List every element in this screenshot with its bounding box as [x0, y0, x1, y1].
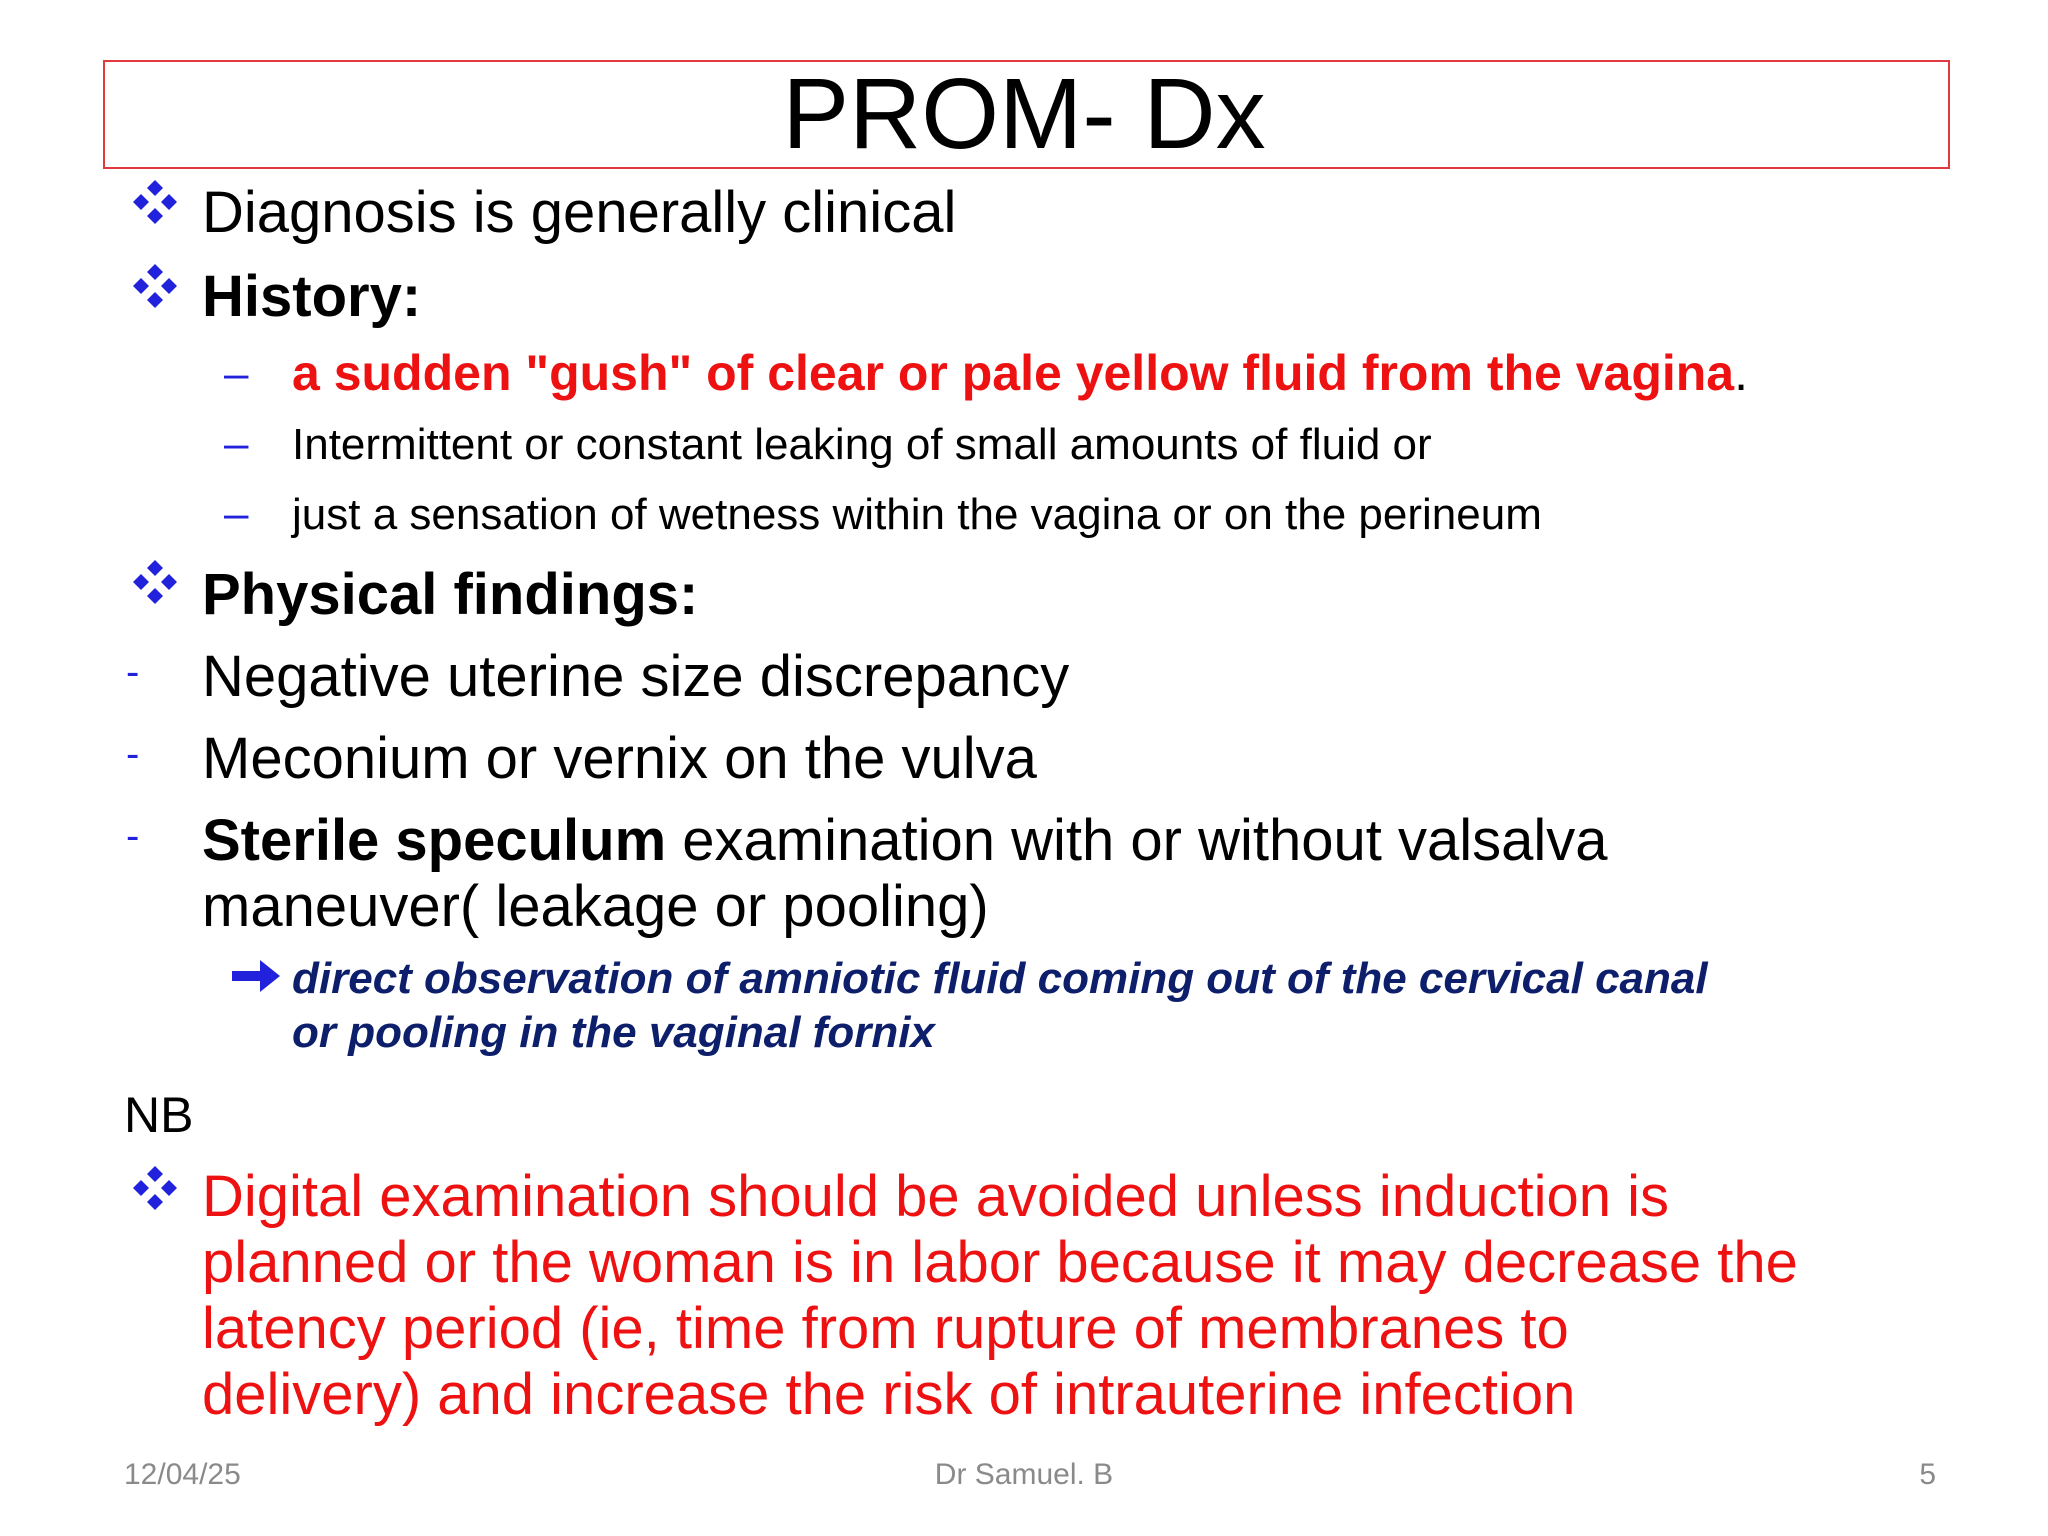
page-title: PROM- Dx [782, 58, 1266, 170]
diamond-bullet-icon [130, 178, 180, 228]
history-item-wetness: just a sensation of wetness within the vagina or on the perineum [292, 490, 1542, 539]
dash-icon: – [224, 419, 249, 468]
finding-speculum: Sterile speculum examination with or without valsalva [202, 808, 1608, 873]
footer-date: 12/04/25 [124, 1458, 241, 1491]
finding-uterine-size: Negative uterine size discrepancy [202, 644, 1070, 709]
observation-line2: or pooling in the vaginal fornix [292, 1008, 935, 1057]
nb-label: NB [124, 1087, 194, 1143]
arrow-right-icon [230, 956, 282, 996]
finding-meconium: Meconium or vernix on the vulva [202, 726, 1037, 791]
footer-page-number: 5 [1919, 1458, 1936, 1491]
bullet-history: History: [202, 264, 422, 329]
diamond-bullet-icon [130, 558, 180, 608]
warning-line3: latency period (ie, time from rupture of membranes to [202, 1296, 1569, 1361]
dash-icon: - [126, 650, 140, 694]
observation-line1: direct observation of amniotic fluid coming out of the cervical canal [292, 954, 1708, 1003]
warning-line4: delivery) and increase the risk of intrauterine infection [202, 1362, 1576, 1427]
dash-icon: – [224, 349, 249, 398]
history-item-leaking: Intermittent or constant leaking of small amounts of fluid or [292, 420, 1432, 469]
diamond-bullet-icon [130, 1164, 180, 1214]
diamond-bullet-icon [130, 262, 180, 312]
history-item-gush: a sudden "gush" of clear or pale yellow fluid from the vagina. [292, 345, 1749, 401]
dash-icon: - [126, 732, 140, 776]
finding-speculum-line2: maneuver( leakage or pooling) [202, 874, 989, 939]
warning-line1: Digital examination should be avoided unless induction is [202, 1164, 1670, 1229]
bullet-physical-findings: Physical findings: [202, 562, 699, 627]
dash-icon: - [126, 814, 140, 858]
footer-author: Dr Samuel. B [934, 1458, 1114, 1491]
warning-line2: planned or the woman is in labor because it may decrease the [202, 1230, 1798, 1295]
dash-icon: – [224, 489, 249, 538]
bullet-diagnosis: Diagnosis is generally clinical [202, 180, 957, 245]
